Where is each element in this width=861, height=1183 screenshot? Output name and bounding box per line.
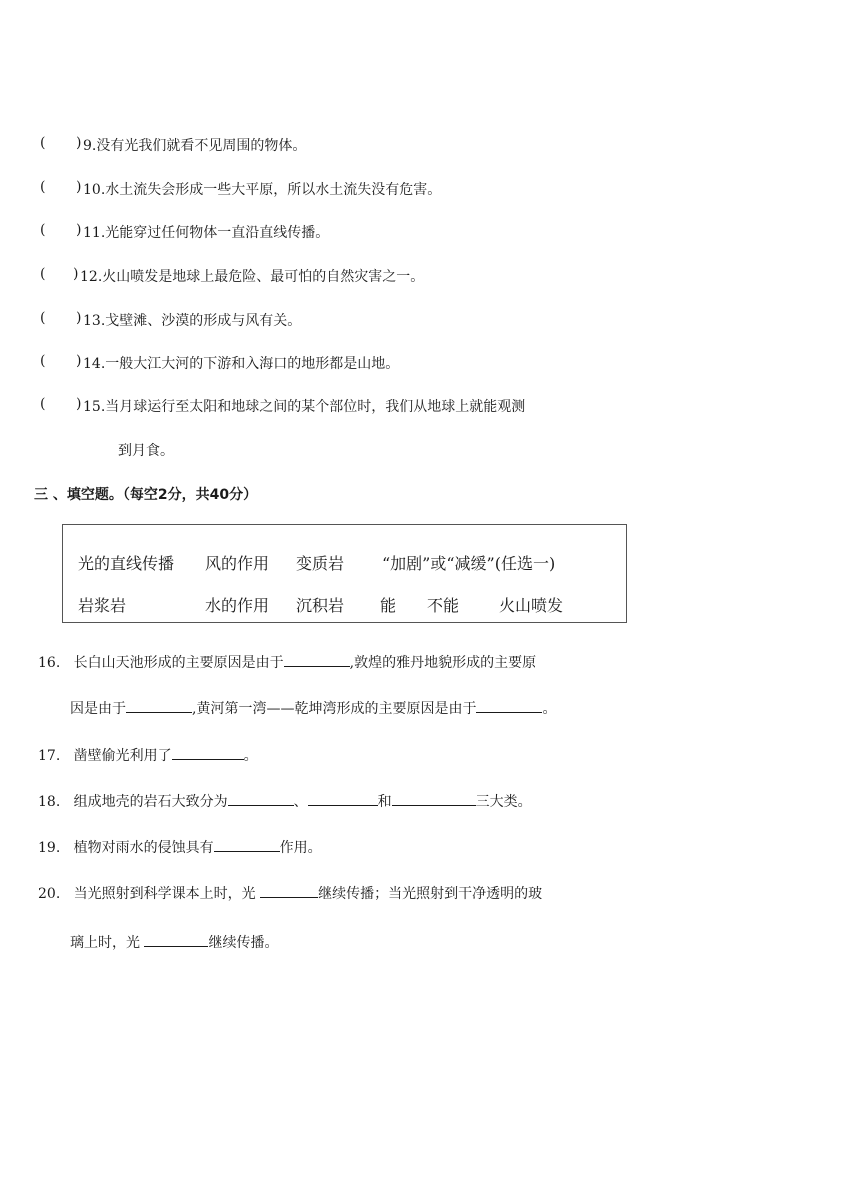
word-bank-item: 火山喷发: [499, 596, 564, 615]
question-number: 20.: [38, 886, 61, 902]
question-text: 。: [542, 701, 557, 717]
answer-parens[interactable]: ( ): [40, 353, 82, 369]
fill-question-19: [38, 837, 322, 857]
tf-question-text: 13.戈壁滩、沙漠的形成与风有关。: [83, 313, 302, 329]
tf-question-text: 14.一般大江大河的下游和入海口的地形都是山地。: [83, 356, 400, 372]
answer-blank[interactable]: [260, 883, 318, 898]
answer-blank[interactable]: [392, 791, 476, 806]
tf-question-text: 12.火山喷发是地球上最危险、最可怕的自然灾害之一。: [80, 269, 425, 285]
answer-blank[interactable]: [172, 745, 244, 760]
question-number: 19.: [38, 840, 61, 856]
answer-parens[interactable]: ( ): [40, 310, 82, 326]
answer-blank[interactable]: [214, 837, 280, 852]
answer-blank[interactable]: [308, 791, 378, 806]
tf-question-text: 9.没有光我们就看不见周围的物体。: [83, 138, 307, 154]
word-bank: [62, 524, 627, 623]
fill-question-20-cont: [70, 932, 278, 952]
question-text: 继续传播。: [208, 935, 279, 951]
question-text: 当光照射到科学课本上时，光: [73, 886, 261, 902]
answer-parens[interactable]: ( ): [40, 396, 82, 412]
question-text: 因是由于: [70, 701, 126, 717]
fill-question-20: [38, 883, 542, 903]
word-bank-item: 风的作用: [205, 554, 270, 573]
answer-parens[interactable]: ( ): [40, 135, 82, 151]
question-text: 、: [293, 794, 308, 810]
fill-question-17: [38, 745, 258, 765]
question-text: 和: [377, 794, 392, 810]
question-text: 璃上时，光: [70, 935, 145, 951]
answer-parens[interactable]: ( ): [40, 179, 82, 195]
word-bank-item: “加剧”或“减缓”(任选一): [382, 554, 556, 573]
question-text: 凿壁偷光利用了: [73, 748, 172, 764]
word-bank-item: 沉积岩: [296, 596, 345, 615]
answer-parens[interactable]: ( ): [40, 266, 79, 282]
fill-question-16: [38, 652, 536, 672]
question-text: 。: [243, 748, 258, 764]
question-text: 继续传播；当光照射到干净透明的玻: [318, 886, 543, 902]
tf-question-text: 10.水土流失会形成一些大平原，所以水土流失没有危害。: [83, 182, 442, 198]
answer-blank[interactable]: [228, 791, 294, 806]
tf-question-text: 11.光能穿过任何物体一直沿直线传播。: [83, 225, 330, 241]
question-number: 18.: [38, 794, 61, 810]
question-text: 植物对雨水的侵蚀具有: [73, 840, 214, 856]
answer-parens[interactable]: ( ): [40, 222, 82, 238]
fill-question-16-cont: [70, 698, 556, 718]
fill-question-18: [38, 791, 532, 811]
question-text: 作用。: [279, 840, 322, 856]
question-text: 三大类。: [475, 794, 532, 810]
word-bank-item: 能: [380, 596, 397, 615]
tf-question-text: 15.当月球运行至太阳和地球之间的某个部位时，我们从地球上就能观测: [83, 399, 526, 415]
word-bank-item: 水的作用: [205, 596, 270, 615]
question-text: ,敦煌的雅丹地貌形成的主要原: [349, 655, 537, 671]
answer-blank[interactable]: [476, 698, 542, 713]
question-number: 16.: [38, 655, 61, 671]
section-heading: 三 、填空题。（每空2分，共40分）: [34, 487, 258, 503]
word-bank-item: 不能: [427, 596, 460, 615]
answer-blank[interactable]: [126, 698, 192, 713]
answer-blank[interactable]: [144, 932, 208, 947]
word-bank-item: 光的直线传播: [78, 554, 175, 573]
tf-question-continuation: 到月食。: [118, 443, 174, 459]
question-text: 组成地壳的岩石大致分为: [73, 794, 228, 810]
question-text: 长白山天池形成的主要原因是由于: [73, 655, 284, 671]
question-number: 17.: [38, 748, 61, 764]
answer-blank[interactable]: [284, 652, 350, 667]
question-text: ,黄河第一湾——乾坤湾形成的主要原因是由于: [192, 701, 477, 717]
word-bank-item: 岩浆岩: [78, 596, 127, 615]
word-bank-item: 变质岩: [296, 554, 345, 573]
